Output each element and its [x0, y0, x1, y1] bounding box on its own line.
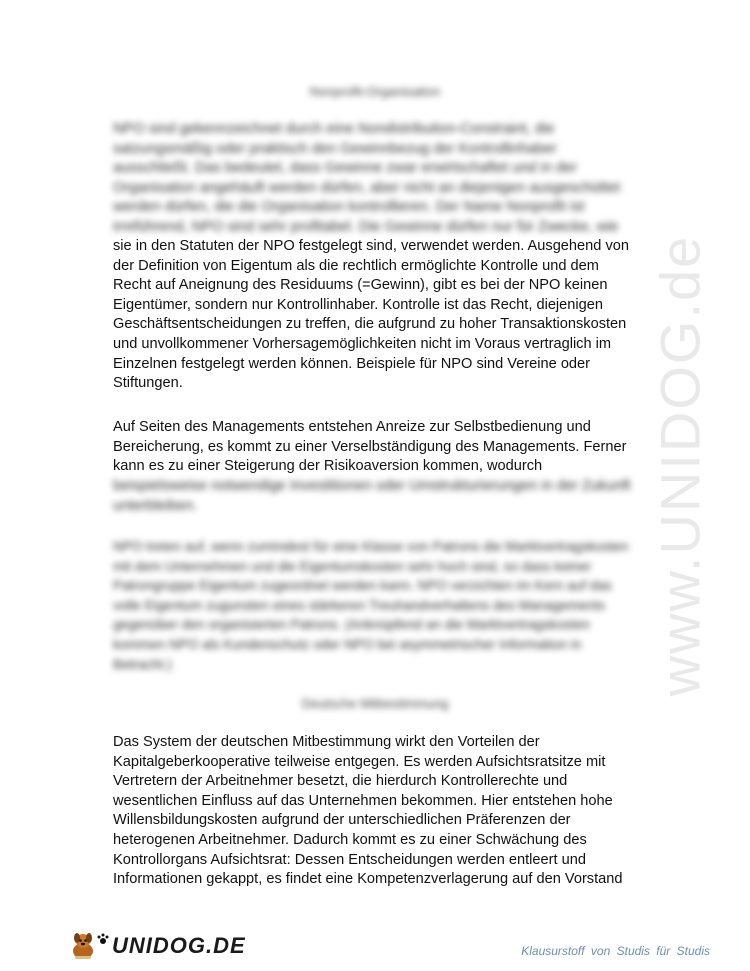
heading-nonprofit: Nonprofit-Organisation	[309, 84, 441, 99]
paragraph-2-visible: Auf Seiten des Managements entstehen Anreize zur Selbstbedienung und Bereicherung, es kommt zu einer Verselbständigung des Managements. Ferner kann es zu einer Steigerung der Risikoaversion kommen, wodurch	[113, 419, 627, 475]
logo-text: UNIDOG.DE	[112, 933, 246, 958]
dog-mascot-icon	[66, 929, 100, 963]
paragraph-3-blurred: NPO treten auf, wenn zumindest für eine Klasse von Patrons die Marktvertragskosten mit dem Unternehmen und die Eigentumskosten sehr hoch sind, so dass keiner Patrongruppe Eigentum zugeordnet werden kann. NPO verzichten im Kern auf das volle Eigentum zugunsten eines stärkeren Treuhandverhaltens des Managements gegenüber den organisierten Patrons. (Anknüpfend an die Marktvertragskosten kommen NPO als Kundenschutz oder NPO bei asymmetrischer Information in Betracht.)	[113, 539, 629, 672]
heading-mitbestimmung: Deutsche Mitbestimmung	[301, 696, 449, 711]
unidog-logo[interactable]	[66, 928, 246, 964]
paragraph-1-visible: sie in den Statuten der NPO festgelegt sind, verwendet werden. Ausgehend von der Definition von Eigentum als die rechtlich ermöglichte Kontrolle und dem Recht auf Aneignung des Residuums (=Gewinn), gibt es bei der NPO keinen Eigentümer, sondern nur Kontrollinhaber. Kontrolle ist das Recht, diejenigen Geschäftsentscheidungen zu treffen, die aufgrund zu hoher Transaktionskosten und unvollkommener Vorhersagemöglichkeiten nicht im Voraus vertraglich im Einzelnen festgelegt werden können. Beispiele für NPO sind Vereine oder Stiftungen.	[113, 238, 629, 392]
paragraph-1-blurred: NPO sind gekennzeichnet durch eine Nondistribution-Constraint, die satzungsmäßig oder praktisch den Gewinnbezug der Kontrollinhaber ausschließt. Das bedeutet, dass Gewinne zwar erwirtschaftet und in der Organisation angehäuft werden dürfen, aber nicht an diejenigen ausgeschüttet werden dürfen, die die Organisation kontrollieren. Der Name Nonprofit ist irreführend, NPO sind sehr profitabel. Die Gewinne dürfen nur für Zwecke, wie	[113, 121, 621, 235]
watermark	[648, 234, 712, 696]
watermark-text: www.UNIDOG.de	[648, 234, 712, 696]
paw-icon	[96, 932, 110, 946]
paragraph-2-blurred: beispielsweise notwendige Investitionen oder Umstrukturierungen in der Zukunft unterbleiben.	[113, 478, 631, 514]
footer-tagline: Klausurstoff von Studis für Studis	[521, 944, 710, 958]
paragraph-4-visible: Das System der deutschen Mitbestimmung wirkt den Vorteilen der Kapitalgeberkooperative teilweise entgegen. Es werden Aufsichtsratsitze mit Vertretern der Arbeitnehmer besetzt, die hierdurch Kontrollerechte und wesentlichen Einfluss auf das Unternehmen bekommen. Hier entstehen hohe Willensbildungskosten aufgrund der unterschiedlichen Präferenzen der heterogenen Arbeitnehmer. Dadurch kommt es zu einer Schwächung des Kontrollorgans Aufsichtsrat: Dessen Entscheidungen werden entleert und Informationen gekappt, es findet eine Kompetenzverlagerung auf den Vorstand	[113, 734, 623, 888]
